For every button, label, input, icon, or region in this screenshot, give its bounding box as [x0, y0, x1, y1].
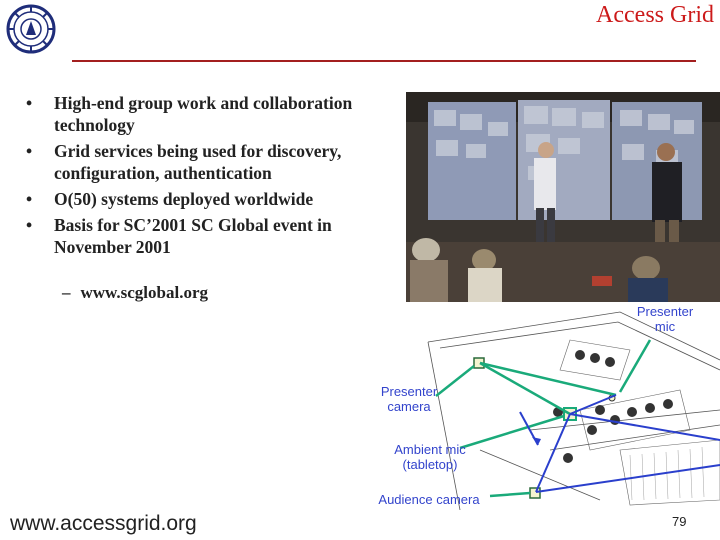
sub-bullet-link[interactable]: www.scglobal.org: [80, 283, 208, 302]
bullet-text: Basis for SC’2001 SC Global event in November 2001: [54, 215, 332, 257]
bullet-glyph: •: [26, 93, 33, 113]
audience-camera-label: Audience camera: [378, 492, 480, 507]
bullet-glyph: •: [26, 141, 33, 161]
bullet-item: [26, 92, 406, 136]
bullet-list: [26, 92, 406, 262]
title-underline: [72, 60, 696, 62]
institute-logo: [6, 4, 56, 54]
bullet-item: [26, 140, 406, 184]
bullet-text: High-end group work and collaboration technology: [54, 93, 353, 135]
presenter-mic-label: Presenter mic: [636, 304, 694, 334]
page-number: 79: [672, 514, 687, 529]
bullet-glyph: •: [26, 215, 33, 235]
bullet-glyph: •: [26, 189, 33, 209]
bullet-text: O(50) systems deployed worldwide: [54, 189, 314, 209]
bullet-item: [26, 188, 406, 210]
footer-url[interactable]: www.accessgrid.org: [10, 512, 197, 535]
sub-bullet-glyph: –: [62, 283, 71, 302]
slide-title: Access Grid: [596, 2, 714, 28]
sub-bullet: [62, 283, 208, 303]
ambient-mic-label: Ambient mic (tabletop): [394, 442, 466, 472]
presenter-camera-label: Presenter camera: [380, 384, 438, 414]
access-grid-room-photo: [406, 92, 720, 302]
bullet-item: [26, 214, 406, 258]
bullet-text: Grid services being used for discovery, configuration, authentication: [54, 141, 342, 183]
